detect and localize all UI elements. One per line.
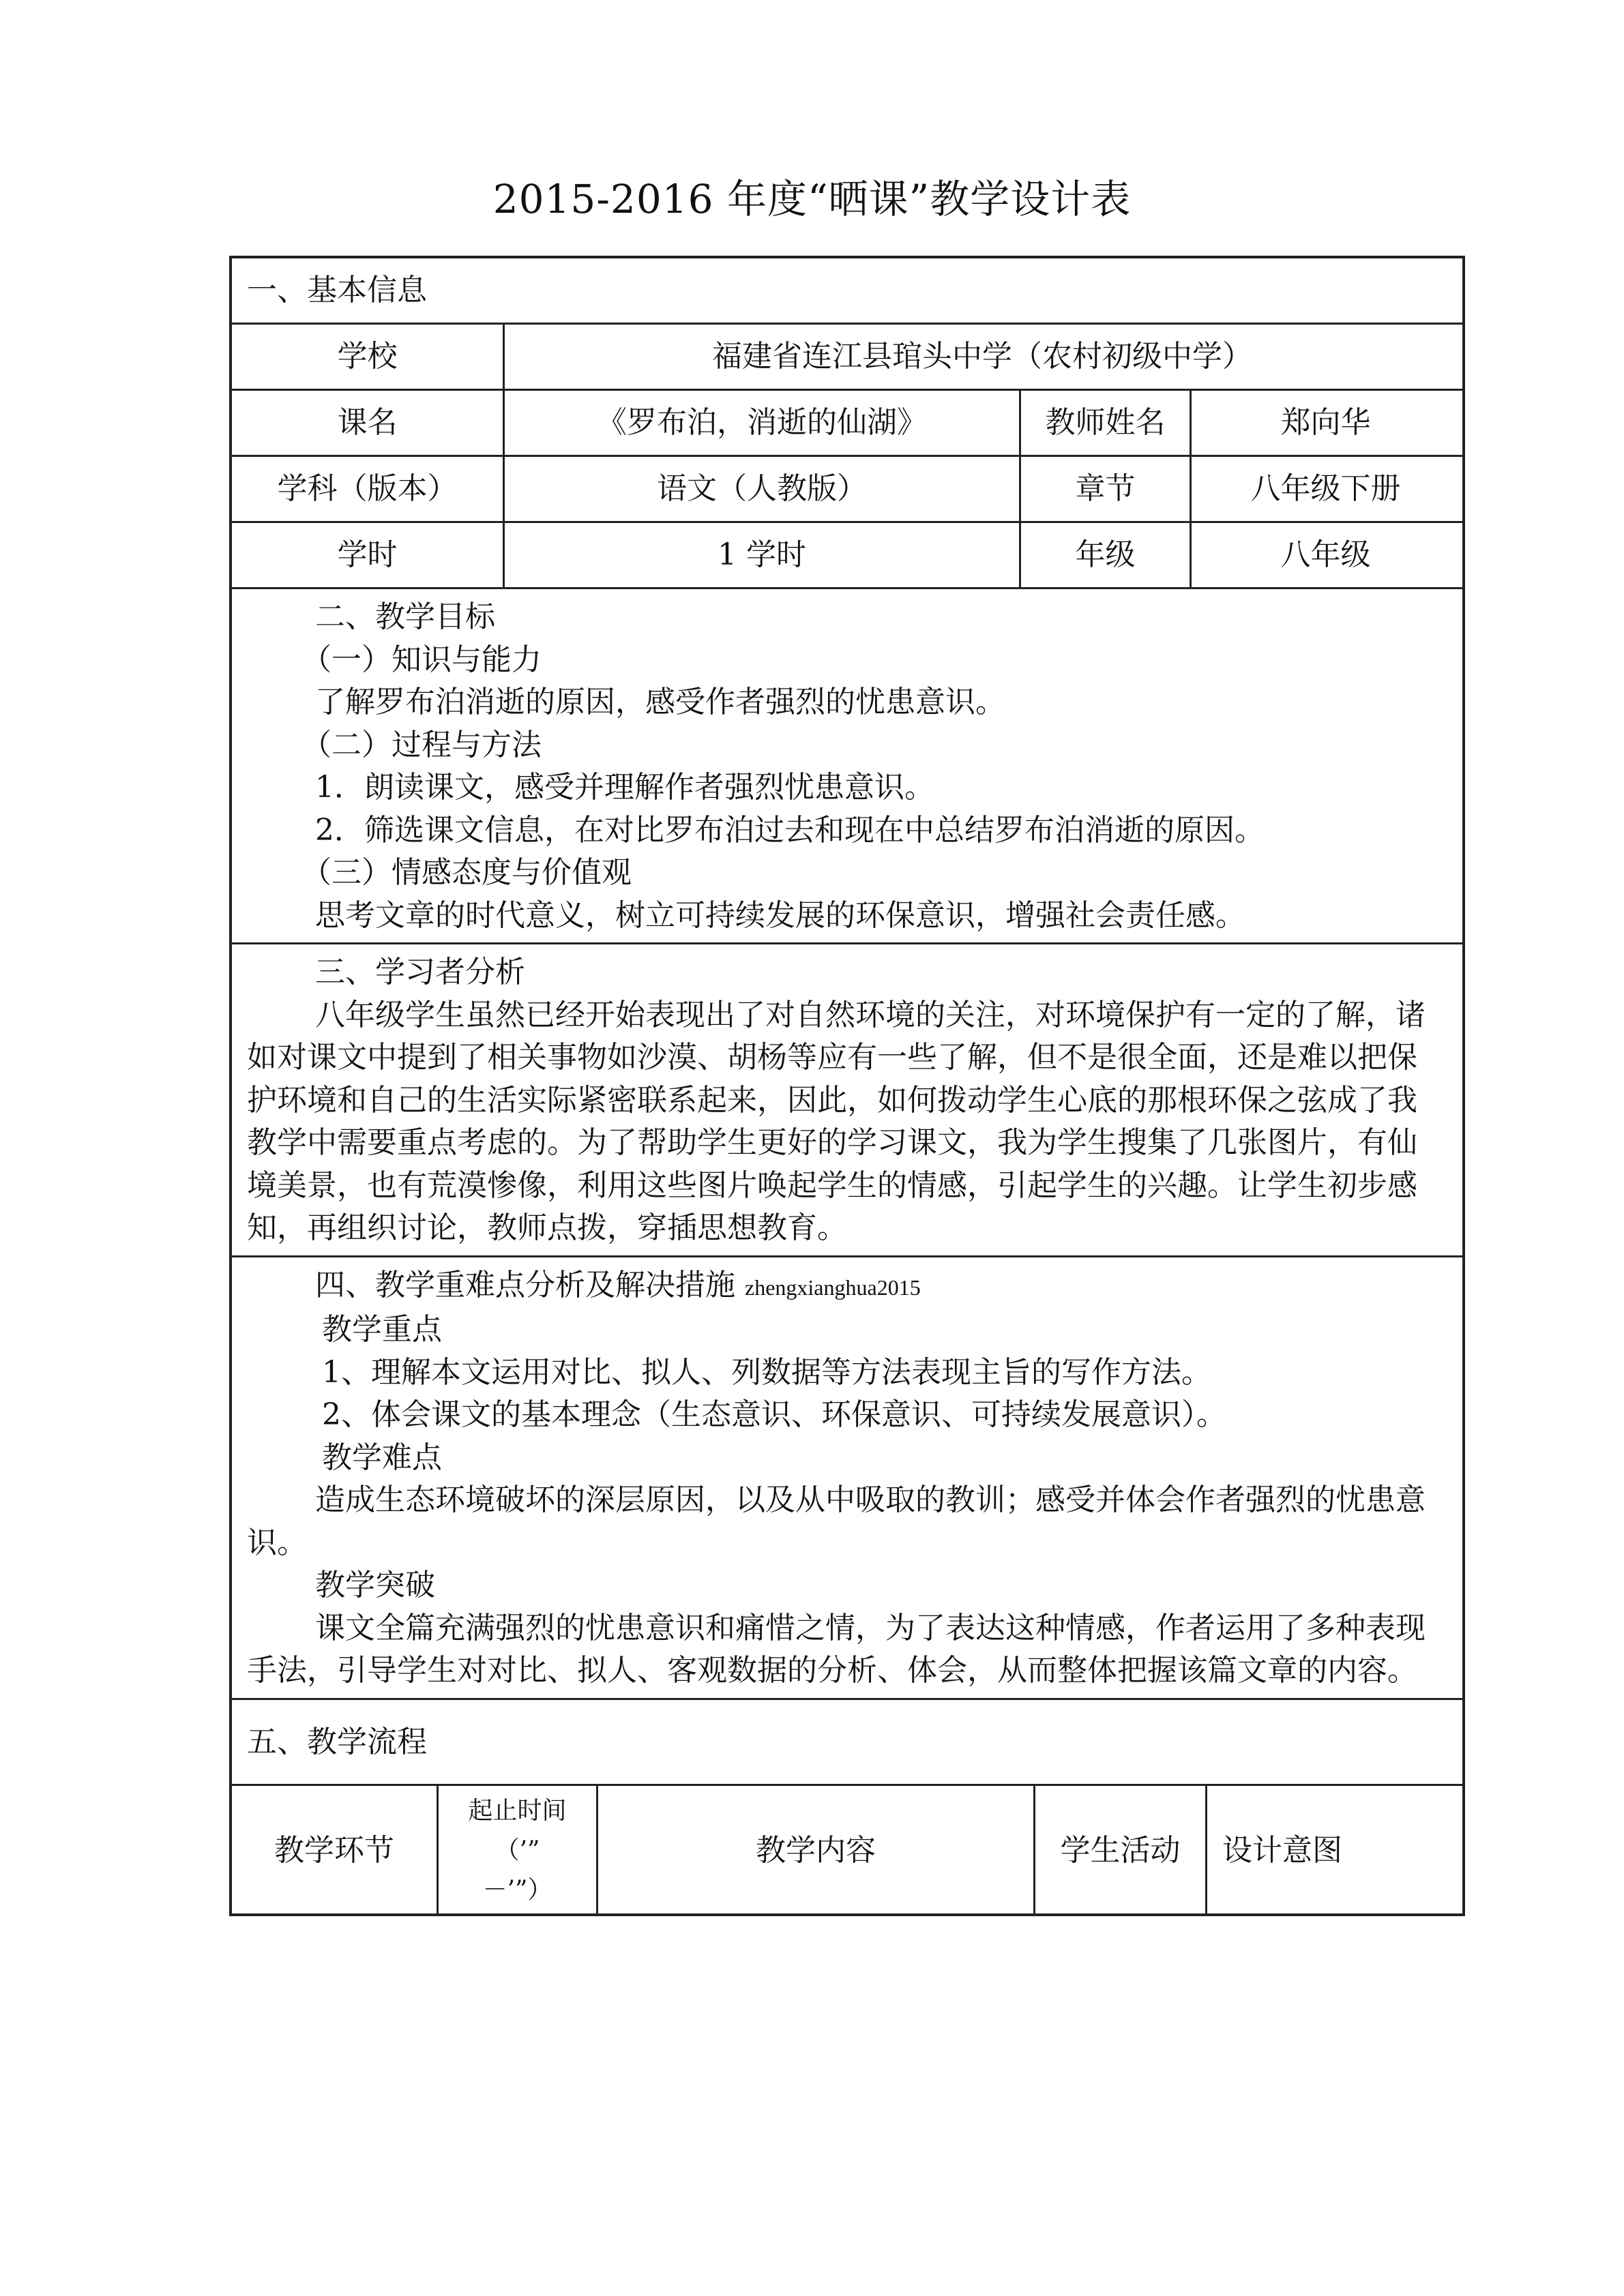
col-content: 教学内容	[596, 1786, 1033, 1915]
course-value: 《罗布泊，消逝的仙湖》	[503, 391, 1019, 455]
page-title: 2015-2016 年度“晒课”教学设计表	[492, 176, 1132, 222]
teacher-label: 教师姓名	[1019, 391, 1190, 455]
goals-sub-knowledge: （一）知识与能力	[301, 642, 542, 677]
goals-section	[232, 587, 1462, 942]
author-watermark: zhengxianghua2015	[745, 1274, 921, 1300]
breakthrough-text: 课文全篇充满强烈的忧患意识和痛惜之情，为了表达这种情感，作者运用了多种表现手法，引导学生对对比、拟人、客观数据的分析、体会，从而整体把握该篇文章的内容。	[247, 1610, 1426, 1688]
col-time-line-3: －’”）	[482, 1875, 552, 1904]
goals-heading: 二、教学目标	[315, 599, 495, 634]
chapter-label: 章节	[1019, 457, 1190, 521]
school-value: 福建省连江县琯头中学（农村初级中学）	[503, 325, 1460, 389]
col-time-line-1: 起止时间	[468, 1796, 567, 1825]
col-stage: 教学环节	[274, 1832, 394, 1868]
focus-title: 教学重点	[322, 1312, 442, 1347]
grade-label: 年级	[1019, 523, 1190, 587]
subject-value: 语文（人教版）	[503, 457, 1019, 521]
keypoints-heading: 四、教学重难点分析及解决措施	[315, 1267, 735, 1302]
hours-value: 1 学时	[503, 523, 1019, 587]
flow-heading: 五、教学流程	[247, 1724, 427, 1759]
goals-sub-attitude: （三）情感态度与价值观	[301, 855, 632, 890]
flow-columns-row	[232, 1784, 1462, 1913]
learners-section	[232, 942, 1462, 1255]
goals-text-attitude: 思考文章的时代意义，树立可持续发展的环保意识，增强社会责任感。	[315, 897, 1245, 933]
goals-text-process-2: 2．筛选课文信息，在对比罗布泊过去和现在中总结罗布泊消逝的原因。	[315, 812, 1265, 848]
flow-heading-row	[232, 1698, 1462, 1784]
subject-row	[232, 455, 1462, 521]
school-row	[232, 323, 1462, 389]
difficulty-text: 造成生态环境破坏的深层原因，以及从中吸取的教训；感受并体会作者强烈的忧患意识。	[247, 1482, 1426, 1560]
keypoints-section	[232, 1255, 1462, 1698]
col-intent: 设计意图	[1205, 1786, 1461, 1915]
col-activity: 学生活动	[1033, 1786, 1205, 1915]
col-time	[437, 1786, 596, 1915]
lesson-design-table	[229, 256, 1465, 1916]
basic-info-heading: 一、基本信息	[247, 273, 427, 308]
breakthrough-title: 教学突破	[315, 1568, 435, 1602]
goals-text-process-1: 1．朗读课文，感受并理解作者强烈忧患意识。	[315, 770, 934, 805]
goals-sub-process: （二）过程与方法	[301, 727, 542, 762]
subject-label: 学科（版本）	[277, 471, 458, 506]
focus-item-2: 2、体会课文的基本理念（生态意识、环保意识、可持续发展意识）。	[322, 1397, 1226, 1432]
school-label: 学校	[337, 339, 398, 374]
keypoints-heading-line	[247, 1264, 1442, 1309]
goals-block	[232, 589, 1462, 942]
hours-label: 学时	[337, 537, 398, 572]
learners-text: 八年级学生虽然已经开始表现出了对自然环境的关注，对环境保护有一定的了解，诸如对课文中提到了相关事物如沙漠、胡杨等应有一些了解，但不是很全面，还是难以把保护环境和自己的生活实际紧密联系起来，因此，如何拨动学生心底的那根环保之弦成了我教学中需要重点考虑的。为了帮助学生更好的学习课文，我为学生搜集了几张图片，有仙境美景，也有荒漠惨像，利用这些图片唤起学生的情感，引起学生的兴趣。让学生初步感知，再组织讨论，教师点拨，穿插思想教育。	[247, 997, 1426, 1245]
course-row	[232, 389, 1462, 455]
learners-block	[232, 944, 1462, 1255]
basic-info-heading-row	[232, 258, 1462, 323]
hours-row	[232, 521, 1462, 587]
keypoints-block	[232, 1257, 1462, 1698]
learners-heading: 三、学习者分析	[315, 955, 525, 989]
chapter-value: 八年级下册	[1190, 457, 1460, 521]
focus-item-1: 1、理解本文运用对比、拟人、列数据等方法表现主旨的写作方法。	[322, 1354, 1211, 1390]
teacher-value: 郑向华	[1190, 391, 1460, 455]
col-time-line-2: （’”	[494, 1836, 540, 1864]
grade-value: 八年级	[1190, 523, 1460, 587]
difficulty-title: 教学难点	[322, 1440, 442, 1475]
course-label: 课名	[337, 405, 398, 440]
goals-text-knowledge: 了解罗布泊消逝的原因，感受作者强烈的忧患意识。	[315, 685, 1005, 719]
